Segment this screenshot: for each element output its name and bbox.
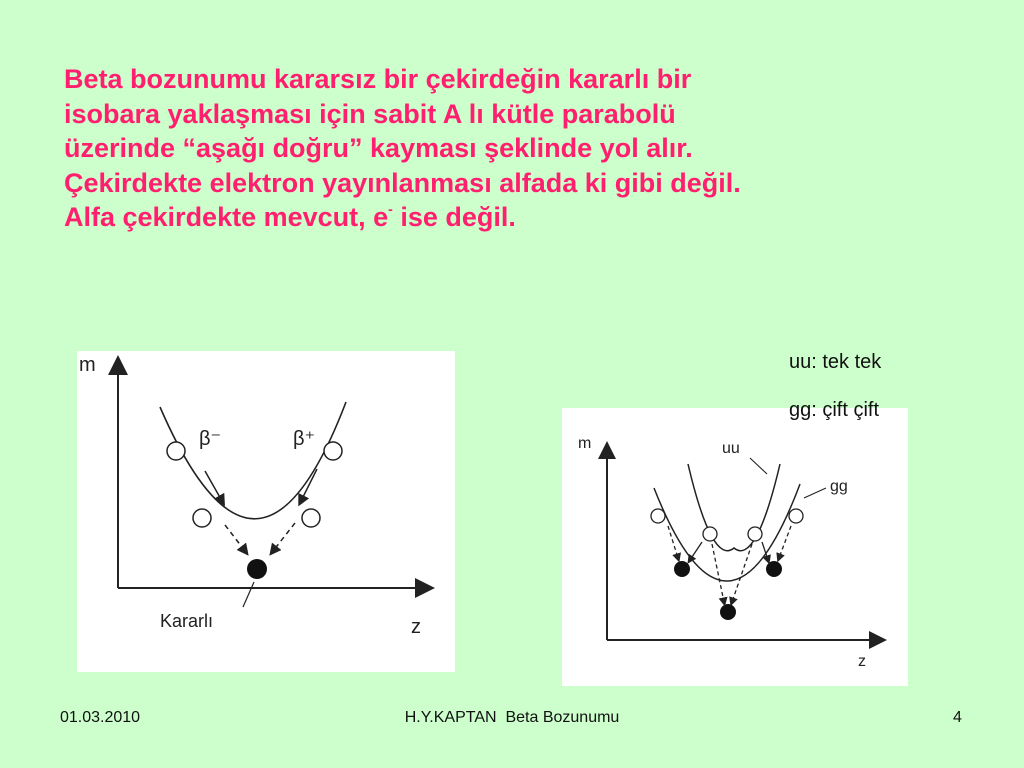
title-line-5-start: Alfa çekirdekte mevcut, e [64, 202, 389, 232]
title-line-4: Çekirdekte elektron yayınlanması alfada ki gibi değil. [64, 167, 741, 198]
uu-nucleus-right [789, 509, 803, 523]
decay-arrow-6 [779, 526, 791, 558]
title-line-5-end: ise değil. [392, 202, 516, 232]
stable-pointer-line [243, 582, 254, 607]
y-axis-label: m [79, 354, 96, 376]
footer-title: H.Y.KAPTAN Beta Bozunumu [404, 709, 620, 726]
decay-arrow-1 [690, 542, 702, 560]
beta-minus-label: β⁻ [199, 428, 222, 450]
title-line-1: Beta bozunumu kararsız bir çekirdeğin kararlı bir [64, 64, 692, 94]
uu-parabola [688, 464, 780, 551]
uu-curve-label: uu [722, 440, 740, 457]
parabola-diagram-1 [77, 351, 455, 672]
page-number: 4 [953, 709, 962, 726]
gg-curve-label: gg [830, 478, 848, 495]
title-line-2: isobara yaklaşması için sabit A lı kütle parabolü [64, 98, 676, 129]
gg-nucleus-right [766, 561, 782, 577]
stable-nucleus [247, 559, 267, 579]
gg-nucleus-left [674, 561, 690, 577]
y-axis-label: m [578, 435, 592, 452]
decay-arrow-2 [712, 544, 724, 602]
gg-nucleus-bottom [720, 604, 736, 620]
uu-nucleus-left [651, 509, 665, 523]
mass-parabola [160, 402, 346, 519]
beta-plus-label: β⁺ [293, 428, 316, 450]
beta-minus-arrow-2 [225, 525, 245, 551]
electron-superscript: - [388, 201, 393, 217]
beta-plus-arrow-2 [273, 523, 295, 551]
parabola-diagram-2 [562, 408, 908, 686]
legend-gg: gg: çift çift [789, 399, 880, 421]
title-line-3: üzerinde “aşağı doğru” kayması şeklinde yol alır. [64, 133, 693, 163]
unstable-nucleus-left-lower [193, 509, 211, 527]
figure-odd-a-parabola [77, 351, 455, 672]
uu-pointer-line [750, 458, 767, 474]
unstable-nucleus-right-lower [302, 509, 320, 527]
stable-label: Kararlı [160, 611, 214, 631]
unstable-nucleus-right-upper [324, 442, 342, 460]
unstable-nucleus-left-upper [167, 442, 185, 460]
footer-date: 01.03.2010 [60, 709, 141, 726]
uu-nucleus-center-left [703, 527, 717, 541]
x-axis-label: z [858, 653, 866, 670]
slide-title [64, 62, 964, 235]
x-axis-label: z [411, 616, 421, 638]
gg-pointer-line [804, 488, 826, 498]
legend-uu: uu: tek tek [789, 351, 882, 373]
title-line-5 [64, 200, 964, 235]
uu-nucleus-center-right [748, 527, 762, 541]
figure-even-a-parabolas [562, 408, 908, 686]
